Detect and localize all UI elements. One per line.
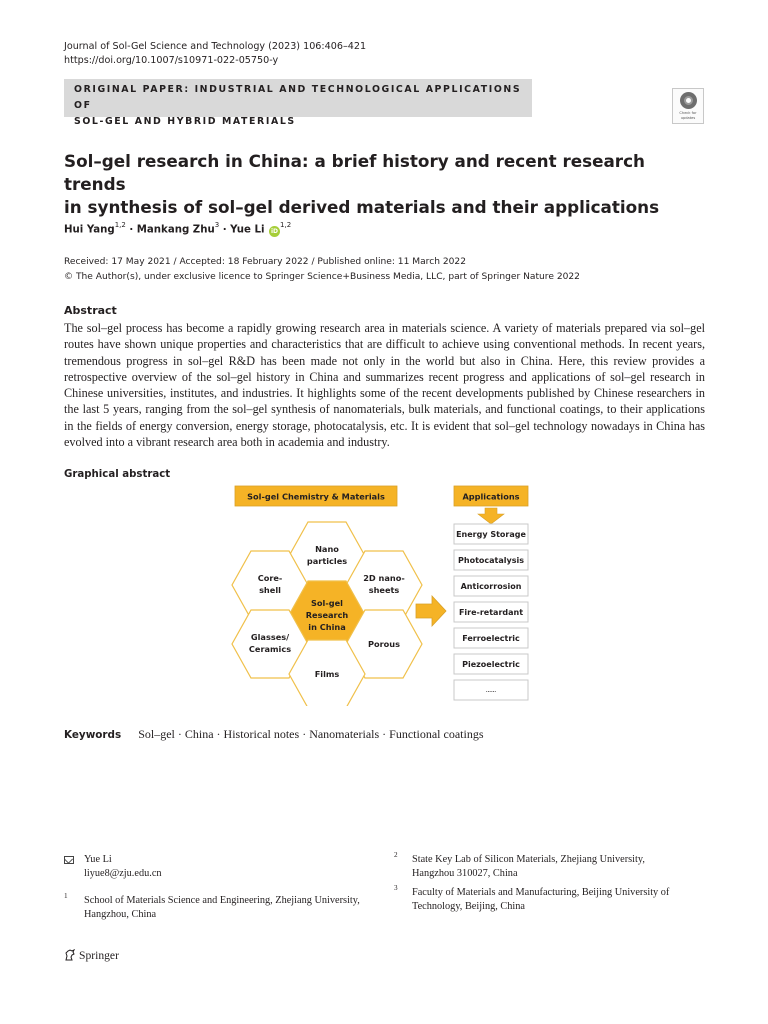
graphical-abstract-figure [220, 478, 532, 706]
hex-label: Nano [315, 544, 339, 554]
affiliation-mark: 1 [64, 892, 68, 900]
affiliation-3 [394, 884, 712, 914]
author-name[interactable]: Mankang Zhu [136, 224, 215, 236]
affiliation-2 [394, 851, 712, 881]
application-item [454, 654, 528, 674]
hex-label: Core- [257, 573, 283, 583]
banner-line-2: SOL-GEL AND HYBRID MATERIALS [74, 116, 296, 127]
keyword-separator: · [302, 727, 307, 741]
author-name[interactable]: Yue Li [230, 224, 265, 236]
application-label: Piezoelectric [462, 660, 520, 669]
center-label: Research [305, 610, 349, 620]
hex-label: Ceramics [248, 644, 292, 654]
keywords [64, 726, 484, 743]
hex-label: Porous [368, 639, 400, 649]
application-label: Ferroelectric [462, 634, 520, 643]
author-separator: · [129, 224, 134, 236]
affiliation-1 [64, 892, 384, 922]
author-affiliation: 1,2 [280, 221, 292, 229]
application-label: Anticorrosion [460, 582, 522, 591]
hex-label: sheets [368, 585, 400, 595]
application-item [454, 602, 528, 622]
affiliation-line: Technology, Beijing, China [412, 901, 526, 912]
affiliation-mark: 3 [394, 884, 398, 892]
check-updates-label-2: updates [680, 115, 696, 120]
application-label: Energy Storage [456, 530, 526, 539]
affiliation-line: School of Materials Science and Engineering, Zhejiang University, [84, 895, 360, 906]
application-item [454, 628, 528, 648]
hex-label: Films [314, 669, 340, 679]
check-updates-label-1: Check for [679, 111, 697, 115]
arrow-down-icon [478, 508, 504, 524]
springer-horse-icon [64, 949, 76, 961]
title-line-2: in synthesis of sol–gel derived materials and their applications [64, 197, 660, 217]
affiliation-line: Hangzhou, China [84, 909, 157, 920]
author-list [64, 219, 291, 237]
abstract-text: The sol–gel process has become a rapidly growing research area in materials science. A variety of materials prepared via sol–gel routes have shown unique properties and characteristics that are difficult to achieve using conventional methods. In recent years, tremendous progress in sol–gel R&D has been made not only in the world but also in China. Here, this review provides a retrospective overview of the sol–gel history in China and summarizes recent progress and applications of sol–gel research in Chinese universities, institutes, and industries. It highlights some of the recent developments published by Chinese researchers in the last 5 years, ranging from the sol–gel synthesis of nanomaterials, bulk materials, and functional coatings, to their applications in the fields of energy conversion, energy storage, photocatalysis, etc. It is evident that sol–gel technology nowadays in China has evolved into a vibrant research area both in academia and industry. [64, 321, 705, 450]
article-type-banner [64, 79, 532, 127]
journal-citation: Journal of Sol-Gel Science and Technology (2023) 106:406–421 [64, 41, 367, 52]
author-affiliation: 1,2 [114, 221, 126, 229]
affiliation-line: Hangzhou 310027, China [412, 868, 518, 879]
center-label: Sol-gel [311, 598, 343, 608]
check-for-updates-badge[interactable] [672, 88, 704, 124]
corresponding-email[interactable]: liyue8@zju.edu.cn [84, 868, 162, 879]
application-item [454, 680, 528, 700]
graphical-abstract-heading: Graphical abstract [64, 469, 171, 480]
doi-link[interactable]: https://doi.org/10.1007/s10971-022-05750-y [64, 55, 279, 66]
keyword[interactable]: Functional coatings [389, 727, 484, 741]
article-title [64, 150, 704, 219]
copyright-line: © The Author(s), under exclusive licence to Springer Science+Business Media, LLC, part of Springer Nature 2022 [64, 272, 580, 282]
author-separator: · [222, 224, 227, 236]
author-name[interactable]: Hui Yang [64, 224, 115, 236]
check-updates-icon [680, 92, 697, 109]
keyword[interactable]: Historical notes [223, 727, 300, 741]
envelope-icon [64, 856, 74, 864]
keywords-heading: Keywords [64, 729, 122, 741]
publication-dates [64, 255, 580, 285]
applications-header-label: Applications [462, 491, 520, 502]
affiliation-mark: 2 [394, 851, 398, 859]
publisher-name: Springer [79, 949, 119, 962]
keyword[interactable]: China [184, 727, 214, 741]
banner-line-1: ORIGINAL PAPER: INDUSTRIAL AND TECHNOLOGICAL APPLICATIONS OF [74, 84, 522, 111]
keyword-separator: · [382, 727, 387, 741]
title-line-1: Sol–gel research in China: a brief history and recent research trends [64, 151, 645, 194]
application-item [454, 576, 528, 596]
corresponding-author [84, 853, 162, 881]
affiliation-line: Faculty of Materials and Manufacturing, Beijing University of [412, 887, 670, 898]
abstract-heading: Abstract [64, 304, 117, 317]
orcid-icon[interactable]: iD [270, 228, 279, 236]
arrow-right-icon [416, 596, 446, 626]
center-label: in China [308, 622, 346, 632]
hex-label: particles [306, 556, 348, 566]
application-label: Photocatalysis [458, 556, 524, 565]
application-label: Fire-retardant [458, 608, 524, 617]
left-header-label: Sol-gel Chemistry & Materials [247, 491, 385, 502]
dates-line: Received: 17 May 2021 / Accepted: 18 February 2022 / Published online: 11 March 2022 [64, 257, 467, 267]
corresponding-name: Yue Li [84, 854, 112, 865]
hex-label: Glasses/ [250, 632, 290, 642]
keyword[interactable]: Sol–gel [138, 727, 175, 741]
application-item [454, 524, 528, 544]
hex-label: shell [259, 585, 281, 595]
keyword[interactable]: Nanomaterials [309, 727, 380, 741]
affiliation-line: State Key Lab of Silicon Materials, Zhejiang University, [412, 854, 645, 865]
application-label: ...... [485, 689, 497, 694]
keyword-separator: · [177, 727, 182, 741]
journal-header [64, 40, 366, 68]
application-item [454, 550, 528, 570]
author-affiliation: 3 [214, 221, 220, 229]
keyword-separator: · [216, 727, 221, 741]
hex-label: 2D nano- [363, 573, 405, 583]
publisher-logo [64, 948, 119, 964]
